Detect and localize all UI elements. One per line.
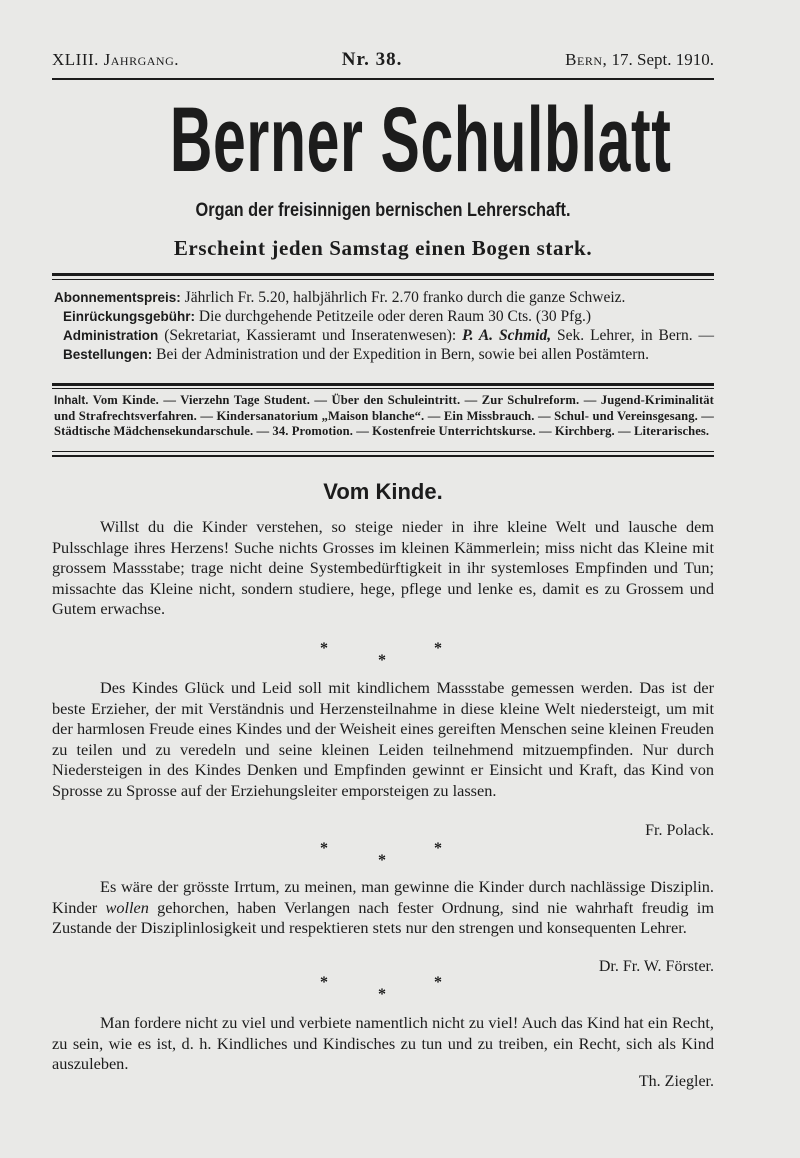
abo-line	[54, 288, 714, 307]
star: *	[434, 974, 442, 991]
separator-stars-1	[52, 640, 714, 670]
insertion-text: Die durchgehende Petitzeile oder deren Raum 30 Cts. (30 Pfg.)	[198, 308, 592, 325]
double-rule-top-b	[52, 279, 714, 280]
paragraph-2: Des Kindes Glück und Leid soll mit kindlichem Massstabe gemessen werden. Das ist der beste Erzieher, der mit Verständnis und Herzensteilnahme in diese kleine Welt niedersteigt, um mit der harmlosen Freude eines Kindes und der Weisheit eines gereiften Menschen seine kleinen Freuden zu teilen und zu veredeln und seine kleinen Leiden teilnehmend mitzuempfinden. Nur durch Niedersteigen in des Kindes Denken und Empfinden gewinnt er Einsicht und Kraft, das Kind von Sprosse zu Sprosse auf der Erziehungsleiter emporsteigen zu lassen.	[52, 678, 714, 800]
order-text: Bei der Administration und der Expedition in Bern, sowie bei allen Postämtern.	[156, 346, 650, 363]
admin-rest: Sek. Lehrer, in Bern. —	[557, 327, 715, 344]
subscription-info	[54, 288, 714, 364]
issue-date	[565, 50, 714, 70]
star: *	[378, 986, 386, 1003]
double-rule-mid-a	[52, 383, 714, 386]
star: *	[320, 640, 328, 657]
p3-end: gehorchen, haben Verlangen nach fester Ordnung, sind nie wahrhaft freudig im Zustande der Disziplinlosigkeit und respektieren stets nur den strengen und konsequenten Lehrer.	[52, 897, 714, 937]
subtitle-text: Organ der freisinnigen bernischen Lehrerschaft.	[195, 200, 571, 221]
star: *	[434, 840, 442, 857]
star: *	[434, 640, 442, 657]
paragraph-4: Man fordere nicht zu viel und verbiete namentlich nicht zu viel! Auch das Kind hat ein Recht, zu sein, wie es ist, d. h. Kindliches und Kindisches zu tun und zu treiben, ein Recht, sich als Kind auszuleben.	[52, 1013, 714, 1073]
p3-emphasis: wollen	[105, 897, 149, 917]
article-title: Vom Kinde.	[323, 479, 443, 504]
paragraph-1: Willst du die Kinder verstehen, so steige nieder in ihre kleine Welt und lausche dem Pulsschlage ihres Herzens! Suche nichts Grosses im kleinen Kämmerlein; miss nicht das Kleine mit grossem Massstabe; trage nicht deine Systembedürftigkeit in ihr systemloses Empfinden und Tun; missachte das Kleine nicht, sondern studiere, hege, pflege und lenke es, damit es zu Grossem und Gutem erwachse.	[52, 517, 714, 618]
volume-label: XLIII. Jahrgang.	[52, 50, 180, 69]
issue-header	[52, 49, 714, 71]
double-rule-bottom-a	[52, 451, 714, 452]
p3-start: Es wäre der grösste Irrtum, zu meinen, man gewinne die Kinder durch nachlässige Disziplin. Kinder	[52, 877, 714, 917]
abo-text: Jährlich Fr. 5.20, halbjährlich Fr. 2.70 franko durch die ganze Schweiz.	[184, 289, 626, 306]
masthead-subtitle	[52, 200, 714, 222]
star: *	[320, 974, 328, 991]
author-ziegler: Th. Ziegler.	[638, 1073, 714, 1090]
order-label: Bestellungen:	[63, 347, 153, 362]
insertion-label: Einrückungsgebühr:	[63, 309, 196, 324]
admin-line	[54, 326, 714, 364]
star: *	[378, 652, 386, 669]
abo-label: Abonnementspreis:	[54, 290, 181, 305]
toc-text: Vom Kinde. — Vierzehn Tage Student. — Über den Schuleintritt. — Zur Schulreform. — Jugend-Kriminalität und Strafrechtsverfahren. — Kindersanatorium „Maison blanche“. — Ein Missbrauch. — Schul- und Vereinsgesang. — Städtische Mädchensekundarschule. — 34. Promotion. — Kostenfreie Unterrichtskurse. — Kirchberg. — Literarisches.	[54, 393, 714, 438]
separator-stars-2	[52, 840, 714, 870]
masthead-title: Berner Schulblatt	[169, 89, 672, 191]
author-foerster: Dr. Fr. W. Förster.	[598, 958, 714, 975]
star: *	[378, 852, 386, 869]
admin-text: (Sekretariat, Kassieramt und Inseratenwesen):	[164, 327, 457, 344]
admin-name: P. A. Schmid,	[462, 327, 552, 344]
table-of-contents	[54, 393, 714, 439]
publication-frequency: Erscheint jeden Samstag einen Bogen stark.	[173, 236, 593, 260]
date-value: 17. Sept. 1910.	[611, 50, 714, 69]
header-rule	[52, 78, 714, 80]
double-rule-bottom-b	[52, 455, 714, 457]
issue-number: Nr. 38.	[341, 49, 403, 70]
paragraph-3	[52, 877, 714, 939]
admin-label: Administration	[63, 328, 159, 343]
toc-label: Inhalt.	[54, 395, 89, 407]
author-polack: Fr. Polack.	[645, 822, 714, 839]
separator-stars-3	[52, 974, 714, 1004]
double-rule-mid-b	[52, 388, 714, 389]
insertion-line	[54, 307, 714, 326]
star: *	[320, 840, 328, 857]
date-place: Bern,	[565, 50, 608, 69]
double-rule-top-a	[52, 273, 714, 276]
